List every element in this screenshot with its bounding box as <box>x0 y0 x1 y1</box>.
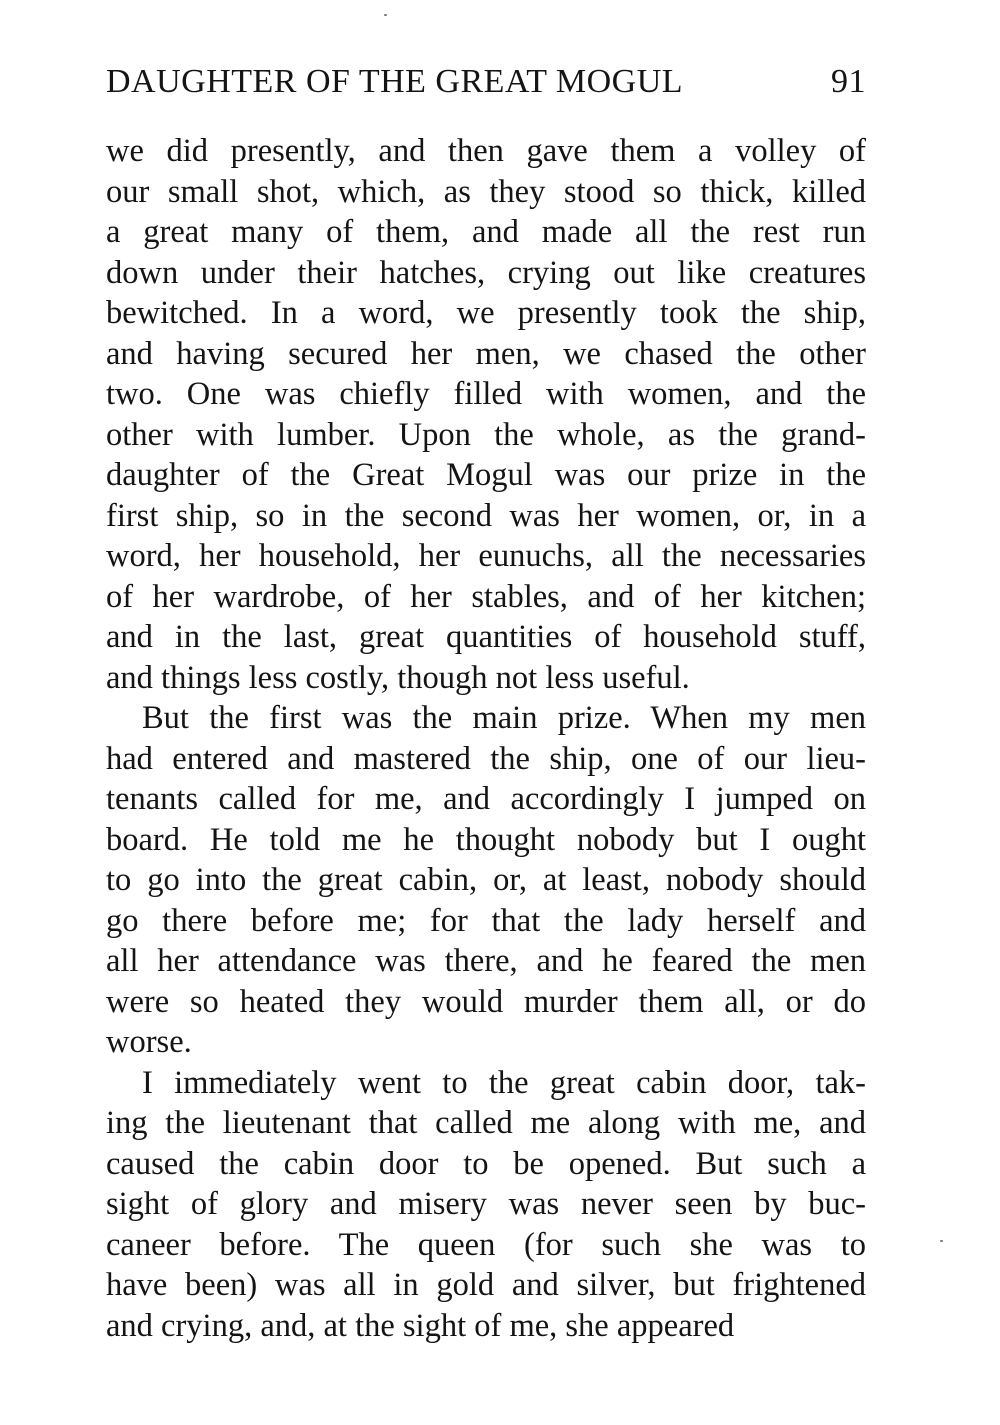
text-line: all her attendance was there, and he feared the men <box>106 943 866 979</box>
text-line: first ship, so in the second was her women, or, in a <box>106 497 866 534</box>
running-head <box>106 62 866 102</box>
text-line: of her wardrobe, of her stables, and of her kitchen; <box>106 578 866 615</box>
text-line: daughter of the Great Mogul was our prize in the <box>106 457 866 493</box>
text-line: word, her household, her eunuchs, all the necessaries <box>106 538 866 574</box>
text-line: bewitched. In a word, we presently took the ship, <box>106 295 866 331</box>
text-line: we did presently, and then gave them a volley of <box>106 133 866 169</box>
text-line: board. He told me he thought nobody but I ought <box>106 821 866 858</box>
running-title: DAUGHTER OF THE GREAT MOGUL <box>106 63 684 100</box>
scan-speck <box>940 1240 943 1242</box>
body-text <box>106 131 866 1346</box>
text-line: But the first was the main prize. When my men <box>142 700 866 736</box>
text-line: our small shot, which, as they stood so thick, killed <box>106 173 866 210</box>
text-line: a great many of them, and made all the rest run <box>106 214 866 250</box>
text-line: caused the cabin door to be opened. But such a <box>106 1145 866 1182</box>
text-line: down under their hatches, crying out like creatures <box>106 254 866 291</box>
text-line: go there before me; for that the lady herself and <box>106 902 866 939</box>
text-line: I immediately went to the great cabin door, tak- <box>142 1064 866 1101</box>
paragraph <box>106 131 866 698</box>
text-line: two. One was chiefly filled with women, and the <box>106 376 866 412</box>
text-line: and crying, and, at the sight of me, she appeared <box>106 1307 735 1344</box>
text-line: worse. <box>106 1024 192 1060</box>
text-line: sight of glory and misery was never seen by buc- <box>106 1186 866 1222</box>
text-line: other with lumber. Upon the whole, as the grand- <box>106 416 866 453</box>
paragraph <box>106 698 866 1063</box>
text-line: were so heated they would murder them all, or do <box>106 983 866 1020</box>
text-line: and things less costly, though not less useful. <box>106 659 690 696</box>
page-number: 91 <box>831 63 866 100</box>
text-line: caneer before. The queen (for such she was to <box>106 1226 866 1263</box>
text-line: have been) was all in gold and silver, but frightened <box>106 1267 866 1303</box>
text-line: ing the lieutenant that called me along with me, and <box>106 1105 866 1141</box>
text-line: and having secured her men, we chased the other <box>106 335 866 372</box>
scan-speck <box>384 14 387 16</box>
paragraph <box>106 1063 866 1347</box>
text-line: had entered and mastered the ship, one of our lieu- <box>106 740 866 777</box>
text-line: tenants called for me, and accordingly I jumped on <box>106 781 866 817</box>
text-line: and in the last, great quantities of household stuff, <box>106 619 866 655</box>
text-line: to go into the great cabin, or, at least, nobody should <box>106 862 866 898</box>
